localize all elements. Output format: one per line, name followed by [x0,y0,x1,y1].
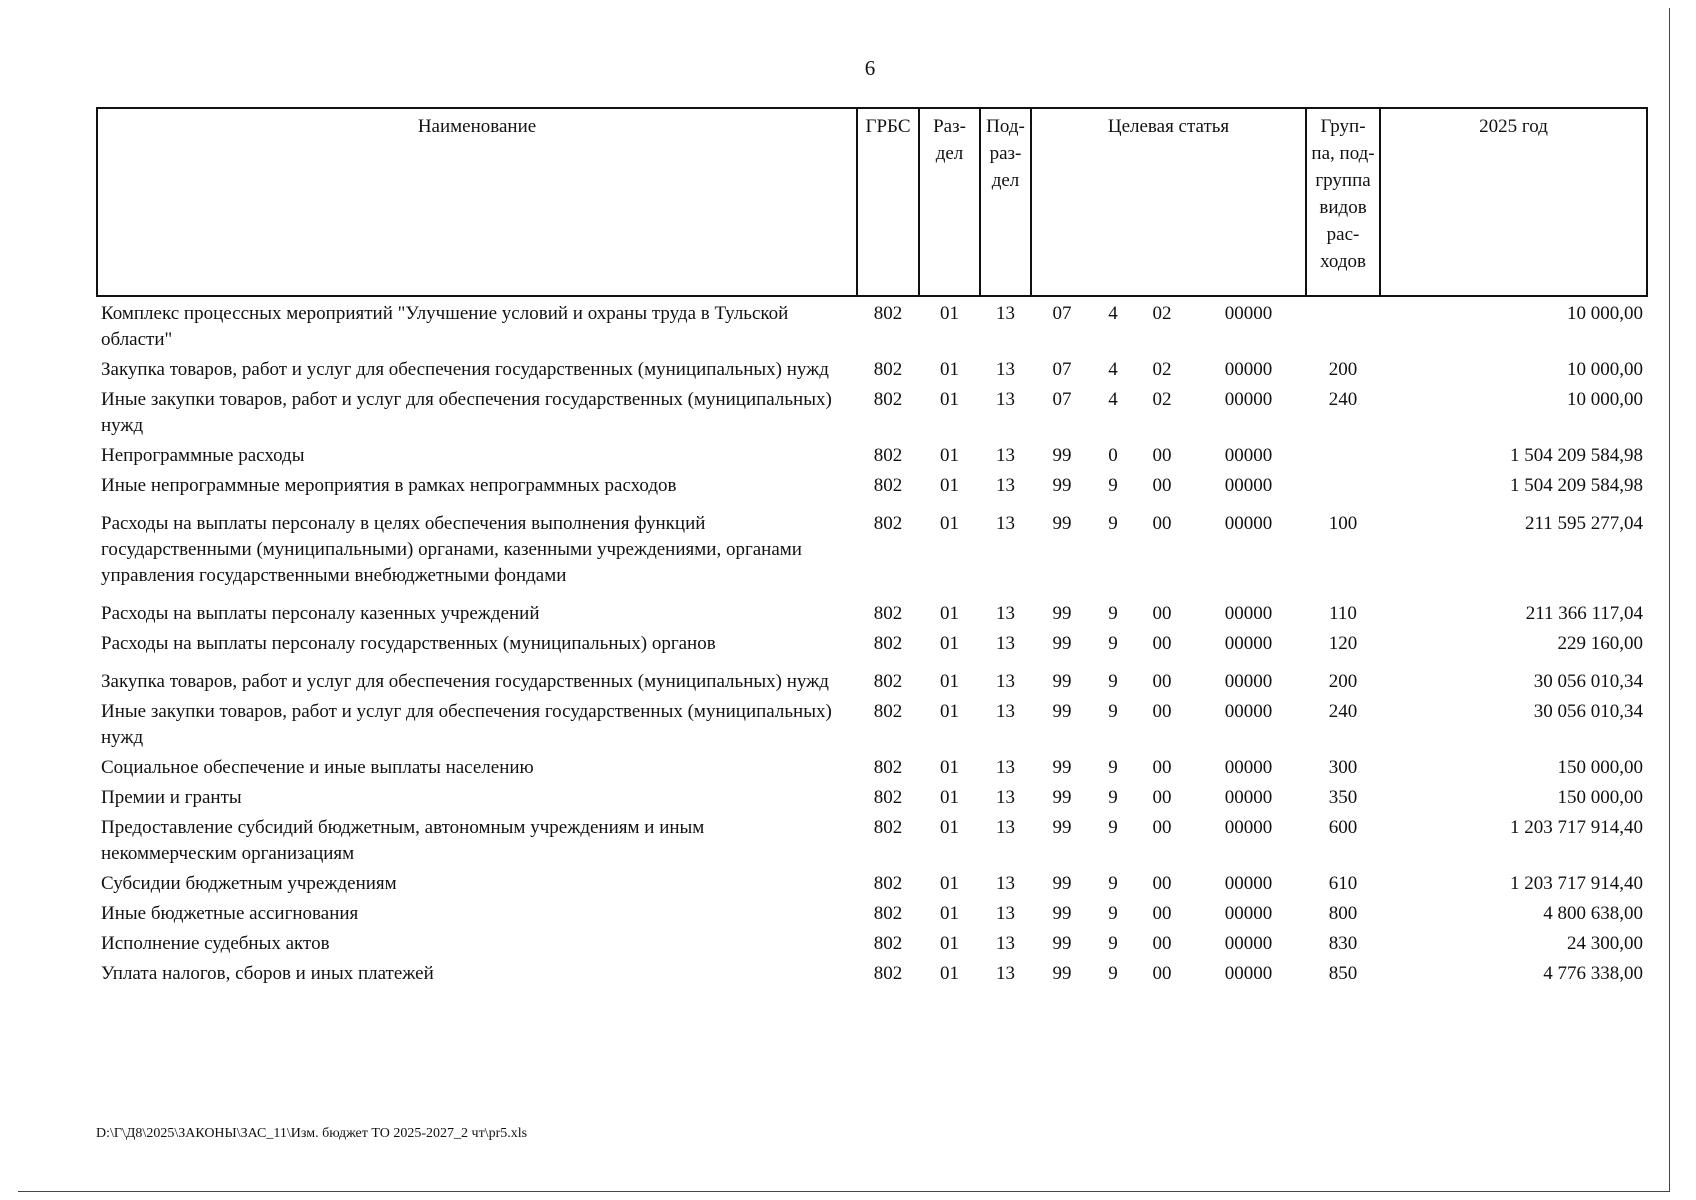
cell-podrazdel: 13 [996,933,1015,954]
cell-target-type: 4 [1108,389,1118,410]
cell-target-subprogram: 00 [1152,513,1172,534]
cell-target-type: 9 [1108,757,1118,778]
cell-target-type: 9 [1108,633,1118,654]
cell-grbs: 802 [873,445,903,466]
table-row [97,659,1647,697]
cell-target-type: 4 [1108,359,1118,380]
cell-expense-type: 120 [1328,633,1358,654]
cell-podrazdel: 13 [996,817,1015,838]
table-row [97,629,1647,659]
cell-target-direction: 00000 [1224,817,1273,838]
cell-target-subprogram: 00 [1152,475,1172,496]
cell-target-type: 9 [1108,933,1118,954]
header-expense-type-line: па, под- [1311,143,1375,164]
cell-target-type: 9 [1108,603,1118,624]
cell-target-type: 9 [1108,475,1118,496]
cell-podrazdel: 13 [996,633,1015,654]
header-expense-type [1306,108,1380,296]
header-razdel-line: Раз- [933,116,966,137]
cell-razdel: 01 [940,787,959,808]
header-podrazdel-line: дел [991,170,1020,191]
cell-grbs: 802 [873,757,903,778]
cell-podrazdel: 13 [996,701,1015,722]
cell-grbs: 802 [873,671,903,692]
budget-table [96,107,1648,989]
cell-name: Премии и гранты [101,787,242,808]
cell-razdel: 01 [940,817,959,838]
cell-expense-type: 850 [1328,963,1358,984]
table-header-row [97,108,1647,296]
budget-sheet [96,107,1646,989]
cell-target-program: 99 [1052,903,1072,924]
cell-target-program: 99 [1052,475,1072,496]
cell-target-subprogram: 00 [1152,445,1172,466]
table-row [97,959,1647,989]
cell-target-program: 99 [1052,787,1072,808]
table-row [97,697,1647,753]
cell-target-program: 99 [1052,933,1072,954]
cell-grbs: 802 [873,701,903,722]
cell-target-subprogram: 00 [1152,701,1172,722]
cell-podrazdel: 13 [996,603,1015,624]
header-expense-type-line: Груп- [1320,116,1366,137]
header-razdel-line: дел [935,143,964,164]
table-row [97,501,1647,591]
cell-razdel: 01 [940,671,959,692]
cell-podrazdel: 13 [996,757,1015,778]
cell-target-program: 99 [1052,671,1072,692]
table-row [97,899,1647,929]
cell-target-subprogram: 00 [1152,873,1172,894]
cell-name: Расходы на выплаты персоналу государственных (муниципальных) органов [101,633,716,654]
table-row [97,385,1647,441]
table-body [97,296,1647,989]
cell-amount: 24 300,00 [1567,933,1644,954]
header-name: Наименование [97,108,857,296]
table-row [97,929,1647,959]
header-podrazdel [980,108,1031,296]
cell-grbs: 802 [873,513,903,534]
cell-razdel: 01 [940,603,959,624]
cell-target-subprogram: 00 [1152,817,1172,838]
cell-razdel: 01 [940,303,959,324]
header-razdel [919,108,980,296]
cell-target-subprogram: 00 [1152,963,1172,984]
cell-target-program: 99 [1052,513,1072,534]
cell-name: Предоставление субсидий бюджетным, автономным учреждениям и иным некоммерческим организациям [101,817,705,864]
cell-target-program: 07 [1052,389,1072,410]
cell-name: Уплата налогов, сборов и иных платежей [101,963,434,984]
cell-grbs: 802 [873,903,903,924]
table-row [97,441,1647,471]
cell-name: Закупка товаров, работ и услуг для обеспечения государственных (муниципальных) нужд [101,359,829,380]
cell-razdel: 01 [940,963,959,984]
cell-podrazdel: 13 [996,303,1015,324]
cell-expense-type: 200 [1328,671,1358,692]
cell-podrazdel: 13 [996,671,1015,692]
cell-target-subprogram: 00 [1152,603,1172,624]
cell-grbs: 802 [873,787,903,808]
cell-target-subprogram: 02 [1152,389,1172,410]
cell-podrazdel: 13 [996,963,1015,984]
cell-razdel: 01 [940,633,959,654]
cell-target-direction: 00000 [1224,389,1273,410]
cell-amount: 30 056 010,34 [1533,701,1644,722]
cell-amount: 1 504 209 584,98 [1510,445,1644,466]
cell-target-direction: 00000 [1224,513,1273,534]
cell-expense-type: 600 [1328,817,1358,838]
cell-name: Субсидии бюджетным учреждениям [101,873,397,894]
cell-name: Иные бюджетные ассигнования [101,903,359,924]
page-number: 6 [864,56,876,80]
cell-target-program: 99 [1052,757,1072,778]
cell-grbs: 802 [873,359,903,380]
cell-target-program: 99 [1052,445,1072,466]
cell-target-direction: 00000 [1224,701,1273,722]
cell-podrazdel: 13 [996,903,1015,924]
cell-amount: 150 000,00 [1557,757,1644,778]
cell-target-direction: 00000 [1224,757,1273,778]
cell-target-type: 9 [1108,963,1118,984]
cell-target-subprogram: 02 [1152,303,1172,324]
cell-amount: 4 776 338,00 [1543,963,1644,984]
cell-podrazdel: 13 [996,389,1015,410]
cell-expense-type [1306,296,1380,355]
cell-target-type: 9 [1108,787,1118,808]
cell-target-type: 0 [1108,445,1118,466]
cell-grbs: 802 [873,817,903,838]
cell-expense-type: 800 [1328,903,1358,924]
cell-target-subprogram: 00 [1152,757,1172,778]
cell-target-program: 99 [1052,701,1072,722]
header-expense-type-line: видов [1319,197,1367,218]
cell-podrazdel: 13 [996,513,1015,534]
header-expense-type-line: рас- [1326,224,1360,245]
cell-target-direction: 00000 [1224,603,1273,624]
cell-amount: 10 000,00 [1567,389,1644,410]
cell-expense-type: 610 [1328,873,1358,894]
cell-target-type: 9 [1108,817,1118,838]
cell-grbs: 802 [873,933,903,954]
table-row [97,471,1647,501]
cell-target-direction: 00000 [1224,475,1273,496]
cell-target-program: 99 [1052,873,1072,894]
cell-target-subprogram: 02 [1152,359,1172,380]
cell-target-program: 99 [1052,817,1072,838]
cell-amount: 150 000,00 [1557,787,1644,808]
table-row [97,296,1647,355]
cell-target-type: 9 [1108,701,1118,722]
cell-target-program: 99 [1052,603,1072,624]
table-row [97,783,1647,813]
cell-amount: 10 000,00 [1567,359,1644,380]
cell-amount: 229 160,00 [1557,633,1644,654]
header-year: 2025 год [1380,108,1647,296]
cell-target-direction: 00000 [1224,903,1273,924]
cell-podrazdel: 13 [996,359,1015,380]
cell-razdel: 01 [940,933,959,954]
cell-grbs: 802 [873,633,903,654]
cell-amount: 4 800 638,00 [1543,903,1644,924]
cell-podrazdel: 13 [996,445,1015,466]
cell-expense-type: 110 [1329,603,1357,624]
cell-expense-type: 300 [1328,757,1358,778]
cell-podrazdel: 13 [996,873,1015,894]
cell-name: Иные закупки товаров, работ и услуг для обеспечения государственных (муниципальных) нужд [101,701,832,748]
cell-razdel: 01 [940,389,959,410]
cell-amount: 1 203 717 914,40 [1510,817,1644,838]
cell-razdel: 01 [940,701,959,722]
cell-name: Непрограммные расходы [101,445,305,466]
cell-expense-type: 240 [1328,701,1358,722]
cell-grbs: 802 [873,475,903,496]
cell-target-program: 07 [1052,359,1072,380]
cell-target-direction: 00000 [1224,633,1273,654]
cell-razdel: 01 [940,903,959,924]
cell-target-direction: 00000 [1224,445,1273,466]
cell-expense-type: 100 [1328,513,1358,534]
cell-grbs: 802 [873,873,903,894]
cell-name: Расходы на выплаты персоналу в целях обеспечения выполнения функций государственными (муниципальными) органами, казенными учреждениями, органами управления государственными внебюджетными фондами [101,513,802,586]
cell-target-program: 07 [1052,303,1072,324]
table-row [97,813,1647,869]
cell-target-subprogram: 00 [1152,671,1172,692]
cell-target-direction: 00000 [1224,671,1273,692]
cell-target-subprogram: 00 [1152,787,1172,808]
cell-razdel: 01 [940,475,959,496]
cell-name: Иные закупки товаров, работ и услуг для обеспечения государственных (муниципальных) нужд [101,389,832,436]
cell-target-direction: 00000 [1224,787,1273,808]
cell-target-direction: 00000 [1224,963,1273,984]
cell-podrazdel: 13 [996,787,1015,808]
cell-name: Иные непрограммные мероприятия в рамках непрограммных расходов [101,475,677,496]
cell-amount: 211 366 117,04 [1525,603,1644,624]
cell-target-direction: 00000 [1224,303,1273,324]
cell-target-type: 9 [1108,903,1118,924]
cell-razdel: 01 [940,757,959,778]
cell-amount: 1 504 209 584,98 [1510,475,1644,496]
header-expense-type-line: ходов [1320,251,1366,272]
header-podrazdel-line: раз- [989,143,1022,164]
cell-grbs: 802 [873,389,903,410]
header-grbs: ГРБС [857,108,919,296]
cell-name: Комплекс процессных мероприятий "Улучшение условий и охраны труда в Тульской области" [101,303,789,350]
cell-target-direction: 00000 [1224,933,1273,954]
cell-grbs: 802 [873,603,903,624]
header-target-article: Целевая статья [1031,108,1306,296]
cell-expense-type [1306,471,1380,501]
cell-name: Социальное обеспечение и иные выплаты населению [101,757,534,778]
footer-file-path: D:\Г\Д8\2025\ЗАКОНЫ\ЗАС_11\Изм. бюджет ТО 2025-2027_2 чт\pr5.xls [96,1126,528,1141]
table-row [97,591,1647,629]
cell-podrazdel: 13 [996,475,1015,496]
cell-target-program: 99 [1052,633,1072,654]
cell-name: Расходы на выплаты персоналу казенных учреждений [101,603,540,624]
cell-target-subprogram: 00 [1152,903,1172,924]
cell-target-program: 99 [1052,963,1072,984]
header-podrazdel-line: Под- [986,116,1025,137]
cell-razdel: 01 [940,873,959,894]
cell-expense-type: 830 [1328,933,1358,954]
header-expense-type-line: группа [1315,170,1371,191]
cell-grbs: 802 [873,963,903,984]
cell-target-direction: 00000 [1224,873,1273,894]
cell-razdel: 01 [940,513,959,534]
cell-target-type: 9 [1108,513,1118,534]
cell-target-type: 9 [1108,873,1118,894]
cell-target-direction: 00000 [1224,359,1273,380]
cell-name: Исполнение судебных актов [101,933,330,954]
cell-razdel: 01 [940,359,959,380]
cell-expense-type: 200 [1328,359,1358,380]
table-row [97,753,1647,783]
cell-target-type: 9 [1108,671,1118,692]
cell-razdel: 01 [940,445,959,466]
cell-amount: 211 595 277,04 [1524,513,1644,534]
table-row [97,869,1647,899]
cell-amount: 30 056 010,34 [1533,671,1644,692]
cell-target-subprogram: 00 [1152,933,1172,954]
cell-expense-type [1306,441,1380,471]
table-row [97,355,1647,385]
cell-expense-type: 350 [1328,787,1358,808]
cell-grbs: 802 [873,303,903,324]
cell-target-type: 4 [1108,303,1118,324]
cell-amount: 10 000,00 [1567,303,1644,324]
cell-target-subprogram: 00 [1152,633,1172,654]
cell-name: Закупка товаров, работ и услуг для обеспечения государственных (муниципальных) нужд [101,671,829,692]
cell-amount: 1 203 717 914,40 [1510,873,1644,894]
cell-expense-type: 240 [1328,389,1358,410]
